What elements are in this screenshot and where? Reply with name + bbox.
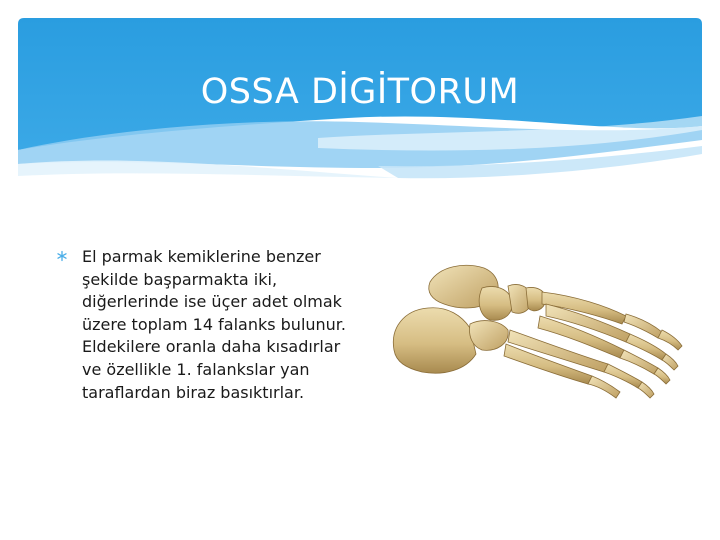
asterisk-bullet-icon — [56, 246, 70, 268]
bullet-text: El parmak kemiklerine benzer şekilde başparmakta iki, diğerlerinde ise üçer adet olmak üzere toplam 14 falanks bulunur. Eldekilere oranla daha kısadırlar ve özellikle 1. falankslar yan taraflardan biraz basıktırlar. — [82, 247, 346, 402]
bullet-item — [60, 246, 360, 404]
foot-bones-image — [386, 258, 686, 403]
header-banner — [18, 18, 702, 188]
foot-bones-illustration — [386, 258, 686, 403]
slide-title: OSSA DİGİTORUM — [200, 72, 520, 112]
